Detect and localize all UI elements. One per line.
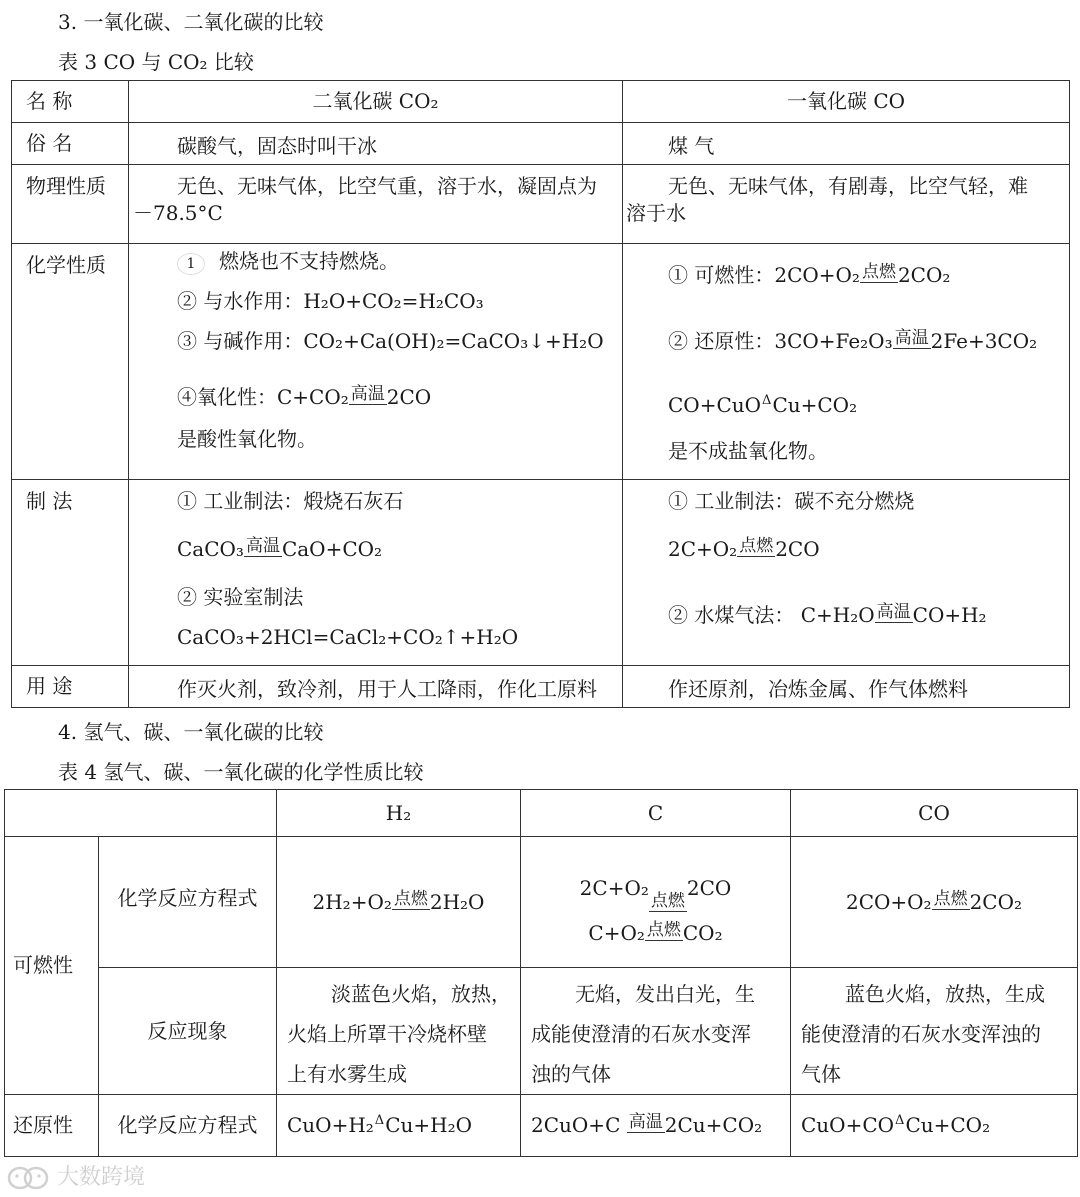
header-co: 一氧化碳 CO [623, 81, 1070, 123]
section4-heading: 4. 氢气、碳、一氧化碳的比较 [58, 720, 324, 744]
reaction-condition: 高温 [350, 384, 385, 404]
co2-industrial: ① 工业制法：煅烧石灰石 [177, 489, 404, 513]
header-h2: H₂ [277, 790, 521, 837]
heat-symbol: Δ [374, 1113, 385, 1128]
reaction-condition: 点燃 [393, 888, 428, 909]
reducibility-equation-label: 化学反应方程式 [99, 1095, 277, 1157]
co2-chem-note: 是酸性氧化物。 [177, 427, 317, 451]
co-physical [623, 165, 1070, 244]
reaction-condition: 点燃 [650, 890, 685, 911]
co-preparation [623, 480, 1070, 666]
co2-uses: 作灭火剂，致冷剂，用于人工降雨，作化工原料 [129, 666, 623, 708]
h2-reduction: CuO+H₂ΔCu+H₂O [277, 1095, 521, 1157]
header-co: CO [791, 790, 1078, 837]
preparation-label: 制 法 [12, 480, 129, 666]
common-name-label: 俗 名 [12, 123, 129, 165]
heat-symbol: Δ [762, 393, 772, 408]
co2-chem-item4: ④氧化性：C+CO₂ 高温 2CO [177, 384, 432, 409]
co2-common-name: 碳酸气，固态时叫干冰 [129, 123, 623, 165]
co-chem-note: 是不成盐氧化物。 [668, 439, 828, 463]
table4-caption: 表 4 氢气、碳、一氧化碳的化学性质比较 [58, 760, 424, 784]
co2-physical [129, 165, 623, 244]
h2-combustion: 2H₂+O₂ 点燃 2H₂O [277, 837, 521, 968]
co-industrial: ① 工业制法：碳不充分燃烧 [668, 489, 915, 513]
co-chem-item2: ② 还原性：3CO+Fe₂O₃ 高温 2Fe+3CO₂ [668, 328, 1038, 353]
co2-chem-item3: ③ 与碱作用：CO₂+Ca(OH)₂=CaCO₃↓+H₂O [177, 329, 604, 353]
co2-preparation [129, 480, 623, 666]
h2-c-co-comparison-table [4, 789, 1078, 1157]
reaction-condition: 高温 [245, 536, 280, 556]
reaction-condition: 高温 [894, 328, 929, 348]
item-number-1: 1 [177, 253, 205, 275]
co2-physical-line2: －78.5°C [133, 201, 223, 225]
watermark-logo-icon [6, 1163, 50, 1193]
co-physical-line2: 溶于水 [626, 201, 686, 225]
co-phenomenon: 蓝色火焰，放热，生成 能使澄清的石灰水变浑浊的 气体 [791, 968, 1078, 1095]
co2-chemical [129, 244, 623, 480]
co-combustion: 2CO+O₂ 点燃 2CO₂ [791, 837, 1078, 968]
co-uses: 作还原剂，冶炼金属、作气体燃料 [623, 666, 1070, 708]
co-chem-item3: CO+CuOΔCu+CO₂ [668, 393, 858, 417]
uses-label: 用 途 [12, 666, 129, 708]
header-name: 名 称 [12, 81, 129, 123]
section3-heading: 3. 一氧化碳、二氧化碳的比较 [58, 10, 324, 34]
co2-lab: ② 实验室制法 [177, 585, 304, 609]
reaction-condition: 点燃 [861, 262, 896, 282]
header-empty [5, 790, 277, 837]
watermark: 大数跨境 [6, 1160, 145, 1193]
co-physical-line1: 无色、无味气体，有剧毒，比空气轻，难 [668, 174, 1028, 198]
chemical-label: 化学性质 [12, 244, 129, 480]
reaction-condition: 点燃 [646, 919, 681, 940]
reaction-condition: 点燃 [933, 888, 968, 909]
heat-symbol: Δ [895, 1113, 905, 1128]
co-co2-comparison-table [11, 80, 1070, 708]
reaction-condition: 高温 [876, 602, 911, 622]
c-phenomenon: 无焰，发出白光，生 成能使澄清的石灰水变浑 浊的气体 [521, 968, 791, 1095]
header-c: C [521, 790, 791, 837]
h2-phenomenon: 淡蓝色火焰，放热， 火焰上所罩干冷烧杯壁 上有水雾生成 [277, 968, 521, 1095]
co2-chem-item2: ② 与水作用：H₂O+CO₂=H₂CO₃ [177, 289, 484, 313]
co2-chem-item1: 1 燃烧也不支持燃烧。 [177, 248, 622, 288]
co-chemical [623, 244, 1070, 480]
co2-physical-line1: 无色、无味气体，比空气重，溶于水，凝固点为 [177, 174, 597, 198]
table3-caption: 表 3 CO 与 CO₂ 比较 [58, 50, 254, 74]
flammability-equation-label: 化学反应方程式 [99, 837, 277, 968]
reducibility-label: 还原性 [5, 1095, 99, 1157]
phenomenon-label: 反应现象 [99, 968, 277, 1095]
co-water-gas-eq: ② 水煤气法： C+H₂O 高温 CO+H₂ [668, 602, 987, 627]
co-reduction: CuO+COΔCu+CO₂ [791, 1095, 1078, 1157]
co-chem-item1: ① 可燃性：2CO+O₂ 点燃 2CO₂ [668, 262, 951, 287]
c-combustion: 2C+O₂ 点燃 2CO C+O₂ 点燃 CO₂ [521, 837, 791, 968]
physical-label: 物理性质 [12, 165, 129, 244]
flammability-label: 可燃性 [5, 837, 99, 1095]
reaction-condition: 点燃 [739, 536, 774, 556]
co2-industrial-eq: CaCO₃ 高温 CaO+CO₂ [177, 536, 383, 561]
reaction-condition: 高温 [628, 1112, 663, 1132]
co2-lab-eq: CaCO₃+2HCl=CaCl₂+CO₂↑+H₂O [177, 625, 519, 649]
co-industrial-eq: 2C+O₂ 点燃 2CO [668, 536, 820, 561]
co-common-name: 煤 气 [623, 123, 1070, 165]
header-co2: 二氧化碳 CO₂ [129, 81, 623, 123]
c-reduction: 2CuO+C 高温 2Cu+CO₂ [521, 1095, 791, 1157]
